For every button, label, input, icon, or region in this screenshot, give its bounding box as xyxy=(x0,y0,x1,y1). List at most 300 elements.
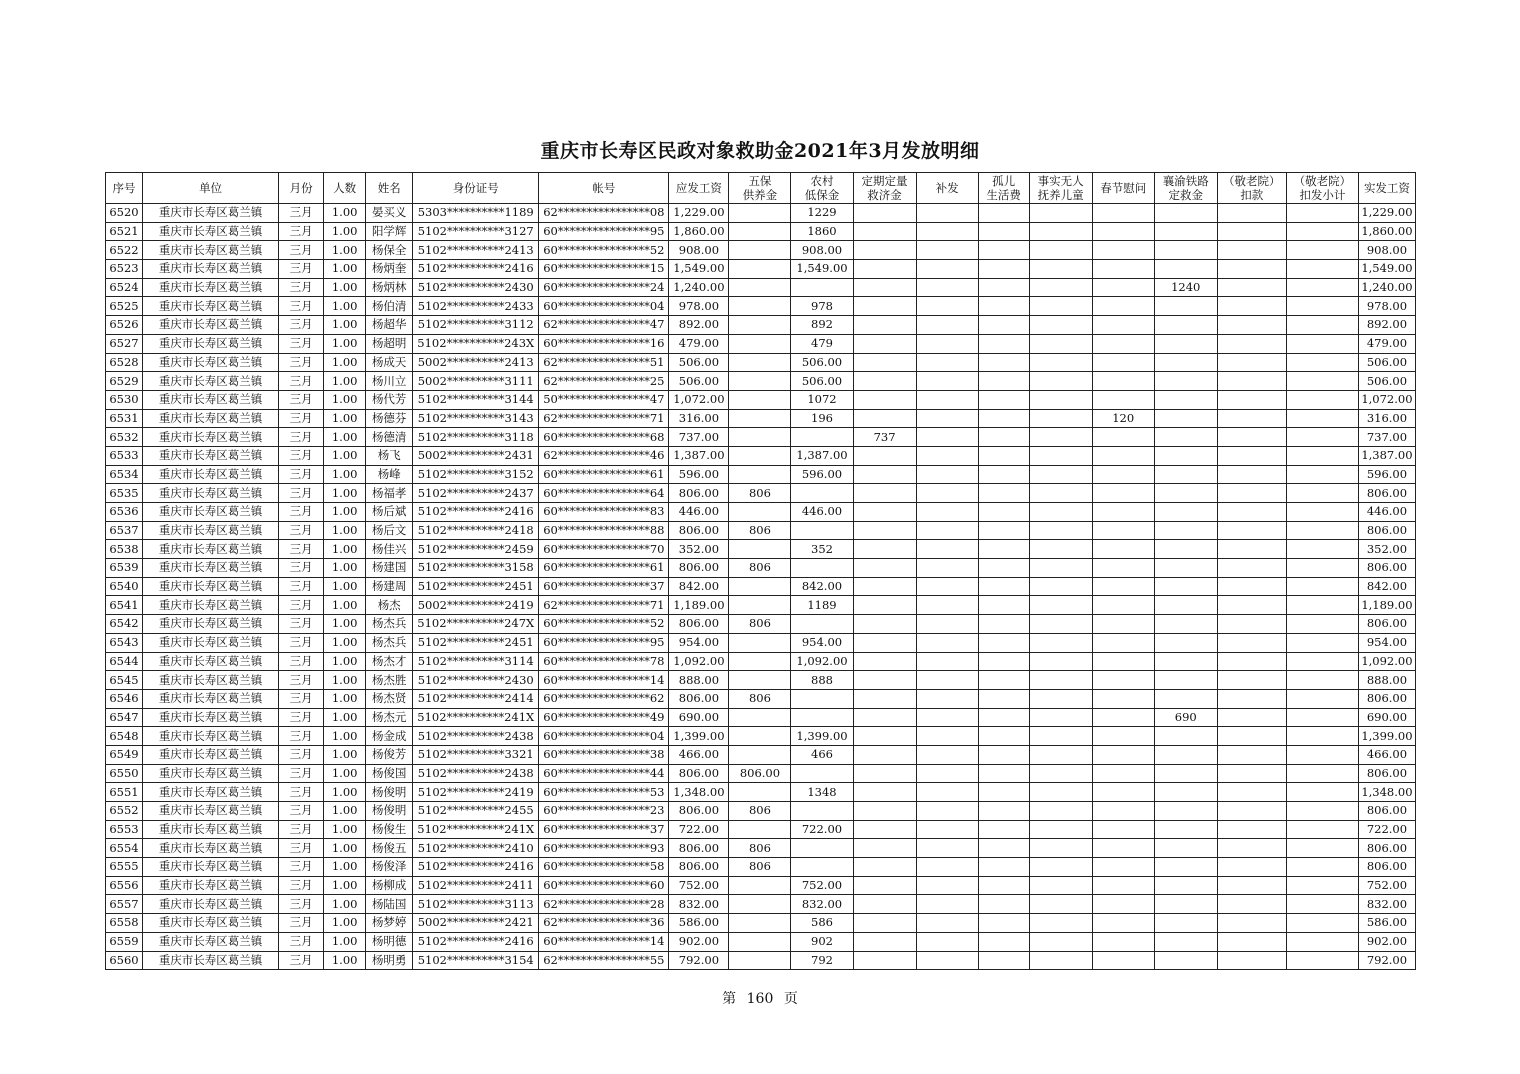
table-cell xyxy=(1217,727,1286,746)
table-cell: 三月 xyxy=(279,241,324,260)
table-cell xyxy=(1092,577,1154,596)
table-cell: 5102**********2438 xyxy=(413,764,539,783)
table-cell xyxy=(729,932,791,951)
table-cell xyxy=(1286,671,1358,690)
table-cell: 832.00 xyxy=(1358,895,1415,914)
table-cell xyxy=(1092,428,1154,447)
table-cell xyxy=(1154,521,1217,540)
table-cell xyxy=(1217,708,1286,727)
table-cell xyxy=(853,727,916,746)
table-cell: 60****************52 xyxy=(539,241,669,260)
table-cell: 6526 xyxy=(106,316,143,335)
table-cell: 杨杰兵 xyxy=(366,633,413,652)
table-cell xyxy=(1154,914,1217,933)
table-cell xyxy=(978,914,1029,933)
table-cell: 6554 xyxy=(106,839,143,858)
table-cell: 954.00 xyxy=(1358,633,1415,652)
table-cell xyxy=(791,278,853,297)
table-cell xyxy=(978,951,1029,970)
table-cell: 重庆市长寿区葛兰镇 xyxy=(143,745,279,764)
table-cell: 60****************68 xyxy=(539,428,669,447)
table-cell: 重庆市长寿区葛兰镇 xyxy=(143,820,279,839)
table-cell: 842.00 xyxy=(669,577,729,596)
table-cell xyxy=(916,316,978,335)
table-cell: 806.00 xyxy=(669,484,729,503)
table-cell xyxy=(1217,858,1286,877)
table-cell xyxy=(1092,484,1154,503)
table-cell xyxy=(729,671,791,690)
table-cell: 60****************44 xyxy=(539,764,669,783)
table-cell xyxy=(1029,297,1092,316)
table-cell: 5102**********2416 xyxy=(413,932,539,951)
table-cell xyxy=(729,783,791,802)
column-header: 姓名 xyxy=(366,173,413,204)
table-cell xyxy=(1154,633,1217,652)
table-cell: 5102**********3321 xyxy=(413,745,539,764)
table-row xyxy=(106,428,1416,447)
page-suffix: 页 xyxy=(783,991,798,1007)
table-cell xyxy=(1092,316,1154,335)
table-cell: 60****************37 xyxy=(539,577,669,596)
table-cell: 806 xyxy=(729,615,791,634)
table-cell: 6546 xyxy=(106,689,143,708)
table-cell: 重庆市长寿区葛兰镇 xyxy=(143,932,279,951)
table-cell xyxy=(1092,390,1154,409)
table-cell xyxy=(1217,503,1286,522)
table-cell xyxy=(853,689,916,708)
table-cell: 352.00 xyxy=(1358,540,1415,559)
table-cell xyxy=(1217,783,1286,802)
table-cell: 杨超华 xyxy=(366,316,413,335)
table-cell: 806.00 xyxy=(1358,615,1415,634)
table-cell: 5102**********243X xyxy=(413,334,539,353)
table-cell xyxy=(1286,858,1358,877)
table-cell: 1,229.00 xyxy=(1358,204,1415,223)
table-cell: 三月 xyxy=(279,764,324,783)
column-header: 人数 xyxy=(324,173,366,204)
table-cell xyxy=(1286,596,1358,615)
table-cell: 954.00 xyxy=(791,633,853,652)
table-cell: 1,549.00 xyxy=(669,260,729,279)
table-cell xyxy=(853,671,916,690)
table-cell: 60****************53 xyxy=(539,783,669,802)
table-cell xyxy=(1092,222,1154,241)
column-header: 应发工资 xyxy=(669,173,729,204)
table-cell xyxy=(1154,484,1217,503)
table-cell: 1.00 xyxy=(324,390,366,409)
table-cell: 1.00 xyxy=(324,484,366,503)
table-cell: 杨柳成 xyxy=(366,876,413,895)
table-cell xyxy=(1286,615,1358,634)
table-cell xyxy=(1286,334,1358,353)
table-cell: 6522 xyxy=(106,241,143,260)
table-cell: 60****************61 xyxy=(539,465,669,484)
table-cell: 60****************23 xyxy=(539,802,669,821)
column-header: （敬老院） 扣发小计 xyxy=(1286,173,1358,204)
table-cell xyxy=(916,839,978,858)
table-cell xyxy=(1029,428,1092,447)
column-header: 补发 xyxy=(916,173,978,204)
table-cell xyxy=(1029,932,1092,951)
table-cell xyxy=(729,540,791,559)
column-header: 身份证号 xyxy=(413,173,539,204)
table-cell: 842.00 xyxy=(1358,577,1415,596)
table-row xyxy=(106,260,1416,279)
table-cell: 1,348.00 xyxy=(669,783,729,802)
table-cell: 6540 xyxy=(106,577,143,596)
table-cell: 752.00 xyxy=(1358,876,1415,895)
table-cell xyxy=(853,204,916,223)
table-cell: 1.00 xyxy=(324,428,366,447)
table-cell xyxy=(1217,446,1286,465)
table-cell xyxy=(1092,278,1154,297)
table-cell: 杨杰元 xyxy=(366,708,413,727)
table-cell: 832.00 xyxy=(791,895,853,914)
table-cell xyxy=(1029,914,1092,933)
table-cell xyxy=(1029,204,1092,223)
table-cell: 1.00 xyxy=(324,839,366,858)
column-header: （敬老院） 扣款 xyxy=(1217,173,1286,204)
table-cell: 重庆市长寿区葛兰镇 xyxy=(143,876,279,895)
table-cell xyxy=(1029,503,1092,522)
table-cell: 6530 xyxy=(106,390,143,409)
table-cell: 5102**********2416 xyxy=(413,260,539,279)
table-cell: 三月 xyxy=(279,671,324,690)
table-cell: 6549 xyxy=(106,745,143,764)
table-cell: 1.00 xyxy=(324,932,366,951)
table-cell: 重庆市长寿区葛兰镇 xyxy=(143,446,279,465)
table-cell: 杨川立 xyxy=(366,372,413,391)
table-cell: 杨伯清 xyxy=(366,297,413,316)
table-cell xyxy=(1154,839,1217,858)
table-cell: 6545 xyxy=(106,671,143,690)
table-cell xyxy=(1154,559,1217,578)
table-row xyxy=(106,671,1416,690)
table-cell xyxy=(1286,708,1358,727)
table-row xyxy=(106,503,1416,522)
table-cell: 446.00 xyxy=(791,503,853,522)
table-header-row xyxy=(106,173,1416,204)
table-cell: 重庆市长寿区葛兰镇 xyxy=(143,577,279,596)
table-cell xyxy=(729,204,791,223)
table-cell xyxy=(791,521,853,540)
table-cell xyxy=(729,297,791,316)
table-cell xyxy=(916,764,978,783)
table-cell: 1189 xyxy=(791,596,853,615)
table-cell: 杨后文 xyxy=(366,521,413,540)
table-row xyxy=(106,876,1416,895)
table-row xyxy=(106,839,1416,858)
table-cell xyxy=(1286,951,1358,970)
table-cell xyxy=(1154,297,1217,316)
table-cell: 6533 xyxy=(106,446,143,465)
table-cell: 446.00 xyxy=(1358,503,1415,522)
table-cell: 1.00 xyxy=(324,633,366,652)
table-row xyxy=(106,521,1416,540)
table-cell: 杨俊五 xyxy=(366,839,413,858)
table-cell xyxy=(1029,895,1092,914)
table-cell: 重庆市长寿区葛兰镇 xyxy=(143,652,279,671)
table-cell: 5102**********2430 xyxy=(413,278,539,297)
table-cell: 重庆市长寿区葛兰镇 xyxy=(143,353,279,372)
table-cell xyxy=(1217,372,1286,391)
table-cell xyxy=(916,689,978,708)
table-cell: 1,240.00 xyxy=(669,278,729,297)
table-cell xyxy=(978,222,1029,241)
table-cell xyxy=(1217,353,1286,372)
table-cell xyxy=(916,428,978,447)
table-cell: 806.00 xyxy=(1358,858,1415,877)
table-cell: 842.00 xyxy=(791,577,853,596)
table-row xyxy=(106,932,1416,951)
table-cell: 1.00 xyxy=(324,222,366,241)
table-cell xyxy=(1154,802,1217,821)
table-cell: 1,387.00 xyxy=(791,446,853,465)
table-cell: 1240 xyxy=(1154,278,1217,297)
table-cell xyxy=(1286,914,1358,933)
table-cell: 902.00 xyxy=(1358,932,1415,951)
table-cell: 466.00 xyxy=(1358,745,1415,764)
table-cell xyxy=(916,745,978,764)
table-cell: 1,092.00 xyxy=(669,652,729,671)
table-cell xyxy=(1217,241,1286,260)
table-row xyxy=(106,409,1416,428)
table-cell xyxy=(853,577,916,596)
table-row xyxy=(106,222,1416,241)
table-cell: 晏买义 xyxy=(366,204,413,223)
table-cell xyxy=(916,783,978,802)
table-cell xyxy=(1286,372,1358,391)
table-cell xyxy=(729,372,791,391)
table-cell xyxy=(1217,334,1286,353)
table-cell xyxy=(1217,596,1286,615)
table-cell xyxy=(1217,914,1286,933)
table-cell xyxy=(916,484,978,503)
table-cell xyxy=(978,334,1029,353)
column-header: 五保 供养金 xyxy=(729,173,791,204)
table-cell: 888.00 xyxy=(669,671,729,690)
table-row xyxy=(106,372,1416,391)
table-cell xyxy=(978,316,1029,335)
table-cell: 1348 xyxy=(791,783,853,802)
table-cell xyxy=(853,540,916,559)
table-cell: 重庆市长寿区葛兰镇 xyxy=(143,633,279,652)
table-cell: 杨俊泽 xyxy=(366,858,413,877)
table-cell: 1.00 xyxy=(324,596,366,615)
table-cell xyxy=(1217,802,1286,821)
table-cell xyxy=(1092,914,1154,933)
column-header: 帐号 xyxy=(539,173,669,204)
table-cell: 5102**********3118 xyxy=(413,428,539,447)
table-cell xyxy=(916,372,978,391)
table-cell xyxy=(853,633,916,652)
table-row xyxy=(106,316,1416,335)
table-cell xyxy=(978,446,1029,465)
table-cell: 60****************15 xyxy=(539,260,669,279)
table-cell xyxy=(791,615,853,634)
table-cell: 1,399.00 xyxy=(669,727,729,746)
table-cell xyxy=(1092,241,1154,260)
table-cell xyxy=(729,745,791,764)
table-cell: 1.00 xyxy=(324,334,366,353)
table-cell xyxy=(916,633,978,652)
table-cell: 586.00 xyxy=(1358,914,1415,933)
table-cell: 6543 xyxy=(106,633,143,652)
table-row xyxy=(106,951,1416,970)
table-cell xyxy=(729,596,791,615)
page-number xyxy=(0,988,1520,1008)
table-cell: 908.00 xyxy=(791,241,853,260)
table-cell: 5102**********2419 xyxy=(413,783,539,802)
table-cell: 60****************52 xyxy=(539,615,669,634)
table-cell: 60****************62 xyxy=(539,689,669,708)
table-cell xyxy=(853,222,916,241)
table-cell xyxy=(1029,241,1092,260)
table-cell xyxy=(978,521,1029,540)
table-cell: 60****************88 xyxy=(539,521,669,540)
table-cell: 888 xyxy=(791,671,853,690)
table-cell: 479.00 xyxy=(1358,334,1415,353)
table-cell: 806.00 xyxy=(1358,839,1415,858)
table-cell: 重庆市长寿区葛兰镇 xyxy=(143,596,279,615)
table-cell xyxy=(1092,521,1154,540)
table-cell: 1.00 xyxy=(324,260,366,279)
table-cell: 三月 xyxy=(279,596,324,615)
table-cell xyxy=(1154,260,1217,279)
table-cell xyxy=(791,689,853,708)
table-cell xyxy=(978,503,1029,522)
table-cell: 重庆市长寿区葛兰镇 xyxy=(143,895,279,914)
table-cell xyxy=(1217,521,1286,540)
table-cell: 1229 xyxy=(791,204,853,223)
table-cell xyxy=(1154,446,1217,465)
table-cell xyxy=(1092,745,1154,764)
table-row xyxy=(106,764,1416,783)
table-cell: 三月 xyxy=(279,858,324,877)
table-cell xyxy=(1217,278,1286,297)
table-cell xyxy=(1217,577,1286,596)
table-cell: 三月 xyxy=(279,689,324,708)
table-row xyxy=(106,559,1416,578)
table-cell: 5002**********2413 xyxy=(413,353,539,372)
table-cell: 506.00 xyxy=(791,372,853,391)
table-cell: 5303**********1189 xyxy=(413,204,539,223)
table-cell: 1.00 xyxy=(324,278,366,297)
table-cell xyxy=(978,428,1029,447)
table-cell: 6535 xyxy=(106,484,143,503)
table-row xyxy=(106,204,1416,223)
table-cell: 杨俊明 xyxy=(366,802,413,821)
table-cell xyxy=(1029,577,1092,596)
table-cell: 6529 xyxy=(106,372,143,391)
table-cell: 杨飞 xyxy=(366,446,413,465)
table-cell: 1.00 xyxy=(324,802,366,821)
table-cell: 重庆市长寿区葛兰镇 xyxy=(143,951,279,970)
table-cell xyxy=(1286,540,1358,559)
table-cell xyxy=(729,465,791,484)
table-cell xyxy=(853,353,916,372)
table-cell: 5102**********3154 xyxy=(413,951,539,970)
table-row xyxy=(106,334,1416,353)
table-cell xyxy=(1286,241,1358,260)
table-cell: 三月 xyxy=(279,839,324,858)
table-cell xyxy=(853,783,916,802)
table-cell xyxy=(916,222,978,241)
column-header: 序号 xyxy=(106,173,143,204)
table-cell xyxy=(1217,839,1286,858)
table-cell: 5102**********2413 xyxy=(413,241,539,260)
table-cell xyxy=(1286,278,1358,297)
table-cell xyxy=(1029,353,1092,372)
table-cell xyxy=(916,951,978,970)
table-cell: 888.00 xyxy=(1358,671,1415,690)
table-cell: 62****************36 xyxy=(539,914,669,933)
table-cell xyxy=(1154,671,1217,690)
table-cell: 5102**********2451 xyxy=(413,633,539,652)
table-cell: 5102**********3113 xyxy=(413,895,539,914)
page-title: 重庆市长寿区民政对象救助金2021年3月发放明细 xyxy=(540,140,980,162)
table-cell: 1,399.00 xyxy=(1358,727,1415,746)
table-cell: 60****************78 xyxy=(539,652,669,671)
table-cell: 重庆市长寿区葛兰镇 xyxy=(143,390,279,409)
table-cell xyxy=(978,204,1029,223)
table-cell xyxy=(1286,895,1358,914)
table-cell: 6527 xyxy=(106,334,143,353)
table-cell: 6551 xyxy=(106,783,143,802)
table-cell: 阳学辉 xyxy=(366,222,413,241)
table-cell xyxy=(1217,876,1286,895)
table-cell xyxy=(916,297,978,316)
table-cell: 892.00 xyxy=(1358,316,1415,335)
table-row xyxy=(106,820,1416,839)
table-cell: 806.00 xyxy=(1358,521,1415,540)
table-cell: 806.00 xyxy=(1358,484,1415,503)
table-row xyxy=(106,708,1416,727)
table-cell xyxy=(853,652,916,671)
table-cell: 重庆市长寿区葛兰镇 xyxy=(143,521,279,540)
table-cell xyxy=(1029,260,1092,279)
table-row xyxy=(106,858,1416,877)
table-row xyxy=(106,390,1416,409)
table-cell xyxy=(1154,895,1217,914)
table-cell xyxy=(1154,540,1217,559)
table-cell: 5102**********2411 xyxy=(413,876,539,895)
table-cell: 重庆市长寿区葛兰镇 xyxy=(143,559,279,578)
table-cell xyxy=(791,764,853,783)
table-cell xyxy=(1217,484,1286,503)
table-cell: 6538 xyxy=(106,540,143,559)
table-cell: 446.00 xyxy=(669,503,729,522)
table-cell: 6550 xyxy=(106,764,143,783)
table-cell xyxy=(729,820,791,839)
table-cell xyxy=(1154,241,1217,260)
table-cell: 60****************04 xyxy=(539,727,669,746)
table-cell: 杨德清 xyxy=(366,428,413,447)
table-cell: 806.00 xyxy=(1358,559,1415,578)
table-cell: 908.00 xyxy=(1358,241,1415,260)
table-cell: 479.00 xyxy=(669,334,729,353)
table-cell: 1.00 xyxy=(324,652,366,671)
table-cell: 三月 xyxy=(279,577,324,596)
table-cell xyxy=(916,390,978,409)
table-cell: 5102**********2430 xyxy=(413,671,539,690)
table-row xyxy=(106,689,1416,708)
table-cell: 杨峰 xyxy=(366,465,413,484)
table-cell: 三月 xyxy=(279,914,324,933)
table-cell xyxy=(916,204,978,223)
table-cell: 806 xyxy=(729,559,791,578)
table-cell: 892.00 xyxy=(669,316,729,335)
